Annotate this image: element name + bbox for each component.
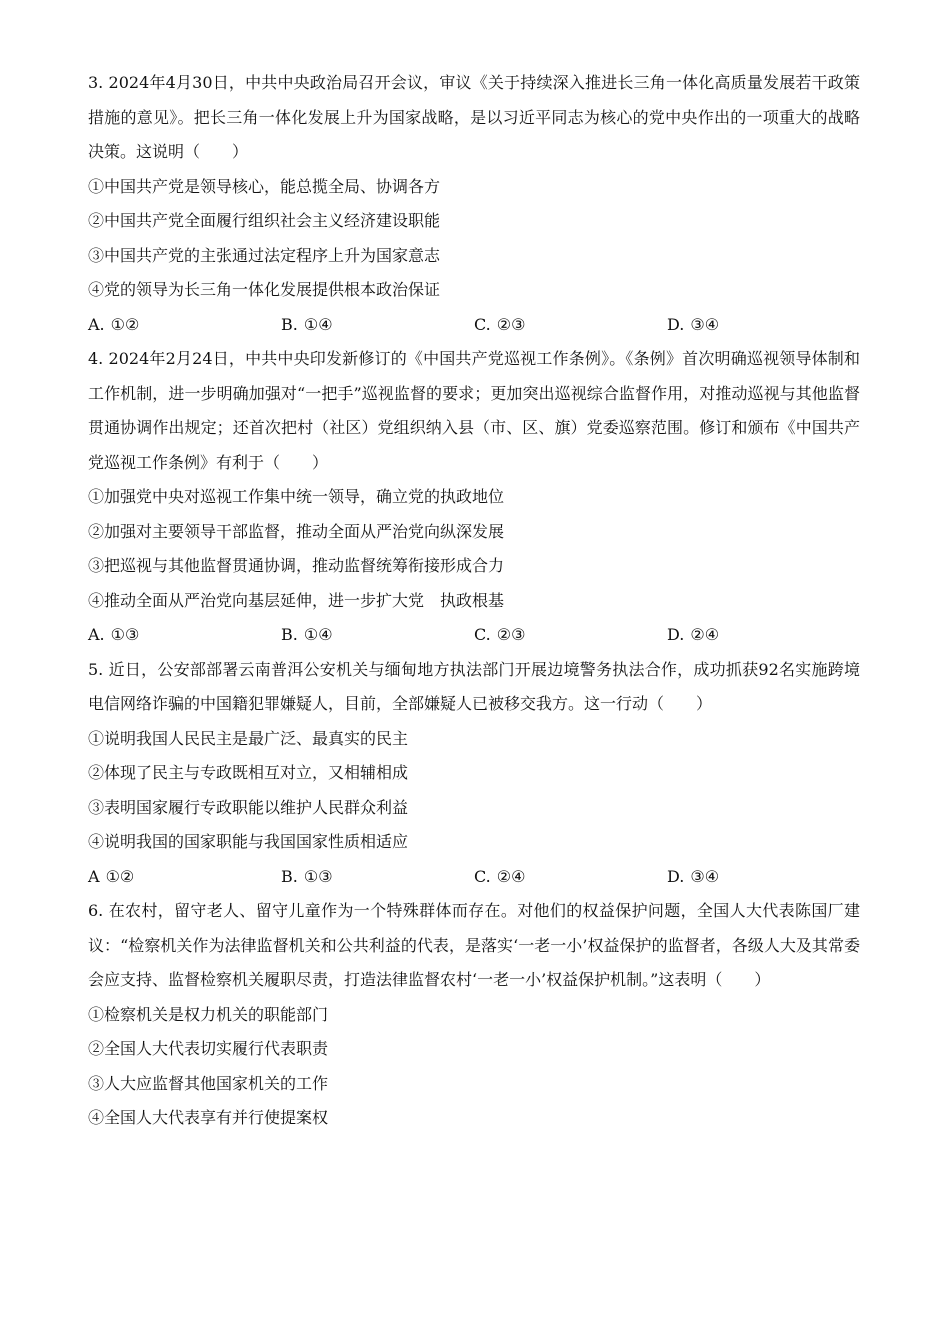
choice-d (667, 860, 860, 895)
option-4: ④全国人大代表享有并行使提案权 (88, 1108, 329, 1127)
option-3: ③表明国家履行专政职能以维护人民群众利益 (88, 797, 409, 817)
option-4: ④说明我国的国家职能与我国国家性质相适应 (88, 832, 409, 851)
choice-value: ②③ (496, 625, 526, 644)
question-3 (88, 66, 860, 342)
choice-value: ①③ (303, 866, 333, 886)
option-4: ④推动全面从严治党向基层延伸，进一步扩大党 执政根基 (88, 590, 505, 610)
option-3: ③中国共产党的主张通过法定程序上升为国家意志 (88, 245, 441, 265)
choice-b (281, 860, 474, 895)
option-2: ②全国人大代表切实履行代表职责 (88, 1039, 329, 1058)
choice-value: ③④ (690, 866, 720, 886)
option-4: ④党的领导为长三角一体化发展提供根本政治保证 (88, 280, 441, 299)
answer-choices (88, 308, 860, 343)
question-4 (88, 342, 860, 653)
choice-a (88, 860, 281, 895)
choice-label: A. (88, 625, 105, 644)
choice-label: D. (667, 625, 685, 644)
option-2: ②加强对主要领导干部监督，推动全面从严治党向纵深发展 (88, 521, 505, 541)
option-3: ③把巡视与其他监督贯通协调，推动监督统筹衔接形成合力 (88, 556, 505, 575)
choice-label: A (88, 866, 100, 886)
choice-label: C. (474, 625, 491, 644)
option-3: ③人大应监督其他国家机关的工作 (88, 1073, 329, 1093)
choice-c (474, 308, 667, 343)
choice-label: C. (474, 866, 491, 886)
choice-b (281, 308, 474, 343)
choice-d (667, 618, 860, 653)
answer-choices (88, 860, 860, 895)
question-6 (88, 894, 860, 1136)
exam-page (88, 66, 860, 1136)
choice-value: ②④ (690, 625, 720, 644)
option-2: ②体现了民主与专政既相互对立，又相辅相成 (88, 763, 409, 782)
answer-choices (88, 618, 860, 653)
choice-label: B. (281, 625, 298, 644)
choice-value: ①② (110, 314, 140, 334)
choice-a (88, 308, 281, 343)
choice-label: D. (667, 314, 685, 334)
question-5 (88, 653, 860, 895)
question-stem: 4. 2024年2月24日，中共中央印发新修订的《中国共产党巡视工作条例》。《条例》首次明确巡视领导体制和工作机制，进一步明确加强对“一把手”巡视监督的要求；更加突出巡视综合监督作用，对推动巡视与其他监督贯通协调作出规定；还首次把村（社区）党组织纳入县（市、区、旗）党委巡察范围。修订和颁布《中国共产党巡视工作条例》有利于（ ） (88, 349, 860, 472)
option-2: ②中国共产党全面履行组织社会主义经济建设职能 (88, 211, 441, 230)
choice-a (88, 618, 281, 653)
choice-label: C. (474, 314, 491, 334)
option-1: ①检察机关是权力机关的职能部门 (88, 1004, 329, 1024)
question-stem: 5. 近日，公安部部署云南普洱公安机关与缅甸地方执法部门开展边境警务执法合作，成功抓获92名实施跨境电信网络诈骗的中国籍犯罪嫌疑人，目前，全部嫌疑人已被移交我方。这一行动（ ） (88, 659, 860, 713)
question-stem: 3. 2024年4月30日，中共中央政治局召开会议，审议《关于持续深入推进长三角一体化高质量发展若干政策措施的意见》。把长三角一体化发展上升为国家战略，是以习近平同志为核心的党中央作出的一项重大的战略决策。这说明（ ） (88, 73, 860, 161)
choice-value: ①③ (110, 625, 140, 644)
choice-c (474, 860, 667, 895)
choice-d (667, 308, 860, 343)
choice-value: ①② (105, 866, 135, 886)
choice-b (281, 618, 474, 653)
option-1: ①加强党中央对巡视工作集中统一领导，确立党的执政地位 (88, 487, 505, 506)
question-stem: 6. 在农村，留守老人、留守儿童作为一个特殊群体而存在。对他们的权益保护问题，全国人大代表陈国厂建议：“检察机关作为法律监督机关和公共利益的代表，是落实‘一老一小’权益保护的监督者，各级人大及其常委会应支持、监督检察机关履职尽责，打造法律监督农村‘一老一小’权益保护机制。”这表明（ ） (88, 901, 860, 989)
choice-value: ①④ (303, 314, 333, 334)
choice-value: ②④ (496, 866, 526, 886)
choice-label: D. (667, 866, 685, 886)
choice-label: A. (88, 314, 105, 334)
choice-label: B. (281, 314, 298, 334)
choice-c (474, 618, 667, 653)
option-1: ①说明我国人民民主是最广泛、最真实的民主 (88, 728, 409, 748)
choice-value: ①④ (303, 625, 333, 644)
option-1: ①中国共产党是领导核心，能总揽全局、协调各方 (88, 176, 441, 196)
choice-value: ②③ (496, 314, 526, 334)
choice-value: ③④ (690, 314, 720, 334)
choice-label: B. (281, 866, 298, 886)
